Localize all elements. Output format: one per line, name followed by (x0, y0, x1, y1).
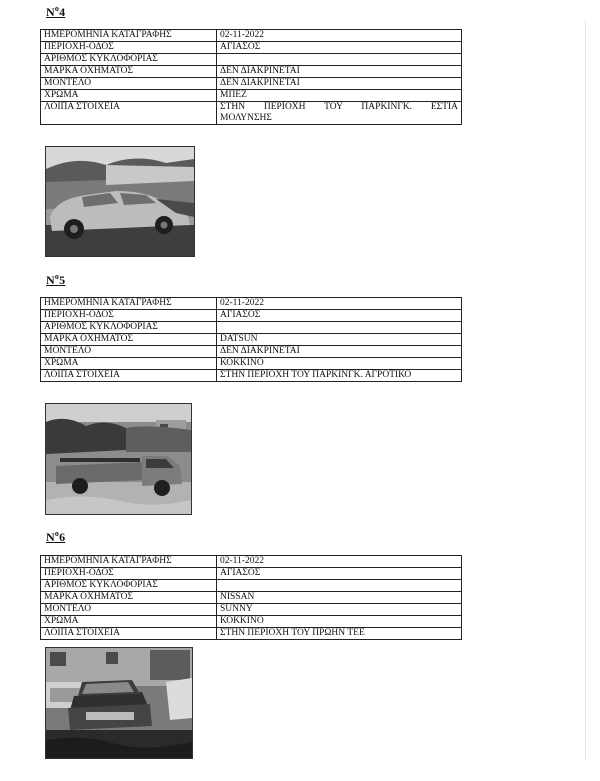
table-row: ΜΟΝΤΕΛΟ ΔΕΝ ΔΙΑΚΡΙΝΕΤΑΙ (41, 346, 462, 358)
scan-edge (585, 20, 586, 760)
table-row: ΜΟΝΤΕΛΟ ΔΕΝ ΔΙΑΚΡΙΝΕΤΑΙ (41, 78, 462, 90)
table-row: ΗΜΕΡΟΜΗΝΙΑ ΚΑΤΑΓΡΑΦΗΣ 02-11-2022 (41, 556, 462, 568)
table-row: ΜΟΝΤΕΛΟ SUNNY (41, 604, 462, 616)
table-row: ΠΕΡΙΟΧΗ-ΟΔΟΣ ΑΓΙΑΣΟΣ (41, 310, 462, 322)
table-row: ΜΑΡΚΑ ΟΧΗΜΑΤΟΣ ΔΕΝ ΔΙΑΚΡΙΝΕΤΑΙ (41, 66, 462, 78)
table-row: ΧΡΩΜΑ ΜΠΕΖ (41, 90, 462, 102)
section-6-table (40, 555, 462, 640)
table-row: ΛΟΙΠΑ ΣΤΟΙΧΕΙΑ ΣΤΗΝ ΠΕΡΙΟΧΗ ΤΟΥ ΠΑΡΚΙΝΓΚ. ΕΣΤΙΑ ΜΟΛΥΝΣΗΣ (41, 102, 462, 125)
vehicle-photo-6 (45, 647, 193, 759)
notes-line-2: ΜΟΛΥΝΣΗΣ (220, 113, 272, 123)
section-5-title: $N^o5$ (46, 272, 66, 287)
table-row: ΧΡΩΜΑ ΚΟΚΚΙΝΟ (41, 616, 462, 628)
table-row: ΑΡΙΘΜΟΣ ΚΥΚΛΟΦΟΡΙΑΣ (41, 322, 462, 334)
table-row: ΠΕΡΙΟΧΗ-ΟΔΟΣ ΑΓΙΑΣΟΣ (41, 42, 462, 54)
table-row: ΜΑΡΚΑ ΟΧΗΜΑΤΟΣ DATSUN (41, 334, 462, 346)
section-4-title: $N^o4$ (46, 4, 66, 19)
table-row: ΛΟΙΠΑ ΣΤΟΙΧΕΙΑ ΣΤΗΝ ΠΕΡΙΟΧΗ ΤΟΥ ΠΡΩΗΝ ΤΕΕ (41, 628, 462, 640)
table-row: ΠΕΡΙΟΧΗ-ΟΔΟΣ ΑΓΙΑΣΟΣ (41, 568, 462, 580)
table-row: ΗΜΕΡΟΜΗΝΙΑ ΚΑΤΑΓΡΑΦΗΣ 02-11-2022 (41, 298, 462, 310)
vehicle-photo-5 (45, 403, 192, 515)
notes-line-1: ΣΤΗΝ ΠΕΡΙΟΧΗ ΤΟΥ ΠΑΡΚΙΝΓΚ. ΕΣΤΙΑ (220, 102, 458, 112)
section-6-title: $N^o6$ (46, 529, 66, 544)
table-row: ΑΡΙΘΜΟΣ ΚΥΚΛΟΦΟΡΙΑΣ (41, 580, 462, 592)
table-row: ΗΜΕΡΟΜΗΝΙΑ ΚΑΤΑΓΡΑΦΗΣ 02-11-2022 (41, 30, 462, 42)
table-row: ΜΑΡΚΑ ΟΧΗΜΑΤΟΣ NISSAN (41, 592, 462, 604)
section-4-table (40, 29, 462, 125)
table-row: ΛΟΙΠΑ ΣΤΟΙΧΕΙΑ ΣΤΗΝ ΠΕΡΙΟΧΗ ΤΟΥ ΠΑΡΚΙΝΓΚ. ΑΓΡΟΤΙΚΟ (41, 370, 462, 382)
section-5-table (40, 297, 462, 382)
table-row: ΧΡΩΜΑ ΚΟΚΚΙΝΟ (41, 358, 462, 370)
table-row: ΑΡΙΘΜΟΣ ΚΥΚΛΟΦΟΡΙΑΣ (41, 54, 462, 66)
vehicle-photo-4 (45, 146, 195, 257)
